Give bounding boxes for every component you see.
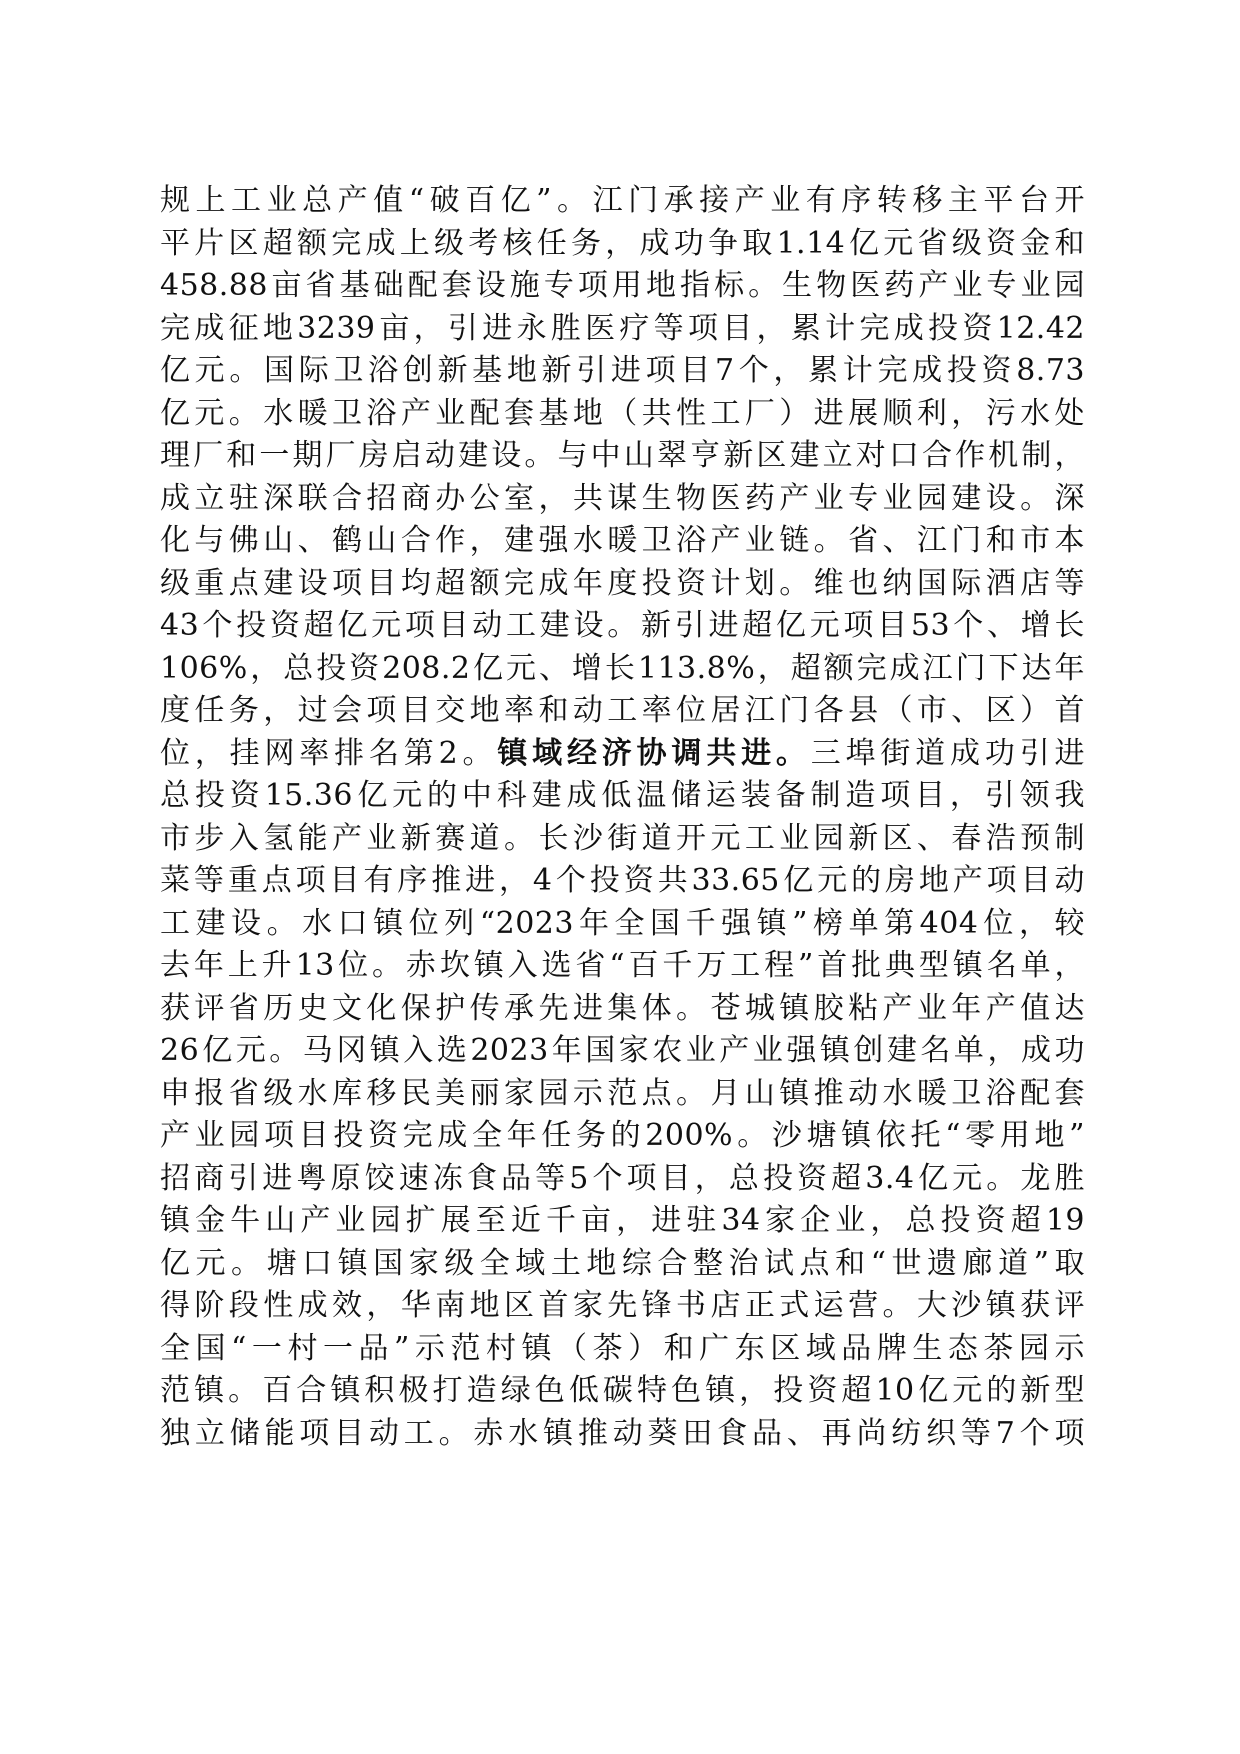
text-line: 度任务，过会项目交地率和动工率位居江门各县（市、区）首	[160, 693, 1085, 728]
body-text	[160, 180, 1085, 1455]
text-line: 亿元。国际卫浴创新基地新引进项目7个，累计完成投资8.73	[160, 353, 1085, 388]
inline-section-heading: 镇域经济协调共进。	[497, 735, 811, 771]
text-line: 26亿元。马冈镇入选2023年国家农业产业强镇创建名单，成功	[160, 1033, 1085, 1068]
text-line: 43个投资超亿元项目动工建设。新引进超亿元项目53个、增长	[160, 608, 1085, 643]
text-line: 完成征地3239亩，引进永胜医疗等项目，累计完成投资12.42	[160, 310, 1085, 346]
text-line: 产业园项目投资完成全年任务的200%。沙塘镇依托“零用地”	[160, 1118, 1085, 1153]
line-prefix: 位，挂网率排名第2。	[160, 735, 498, 771]
text-line: 得阶段性成效，华南地区首家先锋书店正式运营。大沙镇获评	[160, 1288, 1085, 1323]
text-line: 化与佛山、鹤山合作，建强水暖卫浴产业链。省、江门和市本	[160, 523, 1085, 558]
text-line: 申报省级水库移民美丽家园示范点。月山镇推动水暖卫浴配套	[160, 1075, 1085, 1111]
text-line: 市步入氢能产业新赛道。长沙街道开元工业园新区、春浩预制	[160, 820, 1085, 856]
text-line: 工建设。水口镇位列“2023年全国千强镇”榜单第404位，较	[160, 905, 1085, 941]
text-line: 招商引进粤原饺速冻食品等5个项目，总投资超3.4亿元。龙胜	[160, 1160, 1085, 1196]
text-line: 理厂和一期厂房启动建设。与中山翠亨新区建立对口合作机制，	[160, 438, 1085, 473]
text-line: 成立驻深联合招商办公室，共谋生物医药产业专业园建设。深	[160, 480, 1085, 516]
text-line: 菜等重点项目有序推进，4个投资共33.65亿元的房地产项目动	[160, 863, 1085, 898]
text-line: 亿元。水暖卫浴产业配套基地（共性工厂）进展顺利，污水处	[160, 395, 1085, 431]
text-line: 镇金牛山产业园扩展至近千亩，进驻34家企业，总投资超19	[160, 1203, 1085, 1238]
text-line: 458.88亩省基础配套设施专项用地指标。生物医药产业专业园	[160, 268, 1085, 303]
text-line-with-heading	[160, 733, 1085, 776]
text-line: 总投资15.36亿元的中科建成低温储运装备制造项目，引领我	[160, 778, 1085, 813]
line-suffix: 三埠街道成功引进	[810, 735, 1085, 771]
text-line: 全国“一村一品”示范村镇（茶）和广东区域品牌生态茶园示	[160, 1330, 1085, 1366]
text-line: 范镇。百合镇积极打造绿色低碳特色镇，投资超10亿元的新型	[160, 1373, 1085, 1408]
text-line: 级重点建设项目均超额完成年度投资计划。维也纳国际酒店等	[160, 565, 1085, 601]
text-line: 获评省历史文化保护传承先进集体。苍城镇胶粘产业年产值达	[160, 990, 1085, 1026]
text-line: 独立储能项目动工。赤水镇推动葵田食品、再尚纺织等7个项	[160, 1415, 1085, 1451]
text-line: 去年上升13位。赤坎镇入选省“百千万工程”首批典型镇名单，	[160, 948, 1085, 983]
text-line: 亿元。塘口镇国家级全域土地综合整治试点和“世遗廊道”取	[160, 1245, 1085, 1281]
text-line: 106%，总投资208.2亿元、增长113.8%，超额完成江门下达年	[160, 650, 1085, 686]
text-line: 规上工业总产值“破百亿”。江门承接产业有序转移主平台开	[160, 183, 1085, 218]
text-line: 平片区超额完成上级考核任务，成功争取1.14亿元省级资金和	[160, 225, 1085, 261]
